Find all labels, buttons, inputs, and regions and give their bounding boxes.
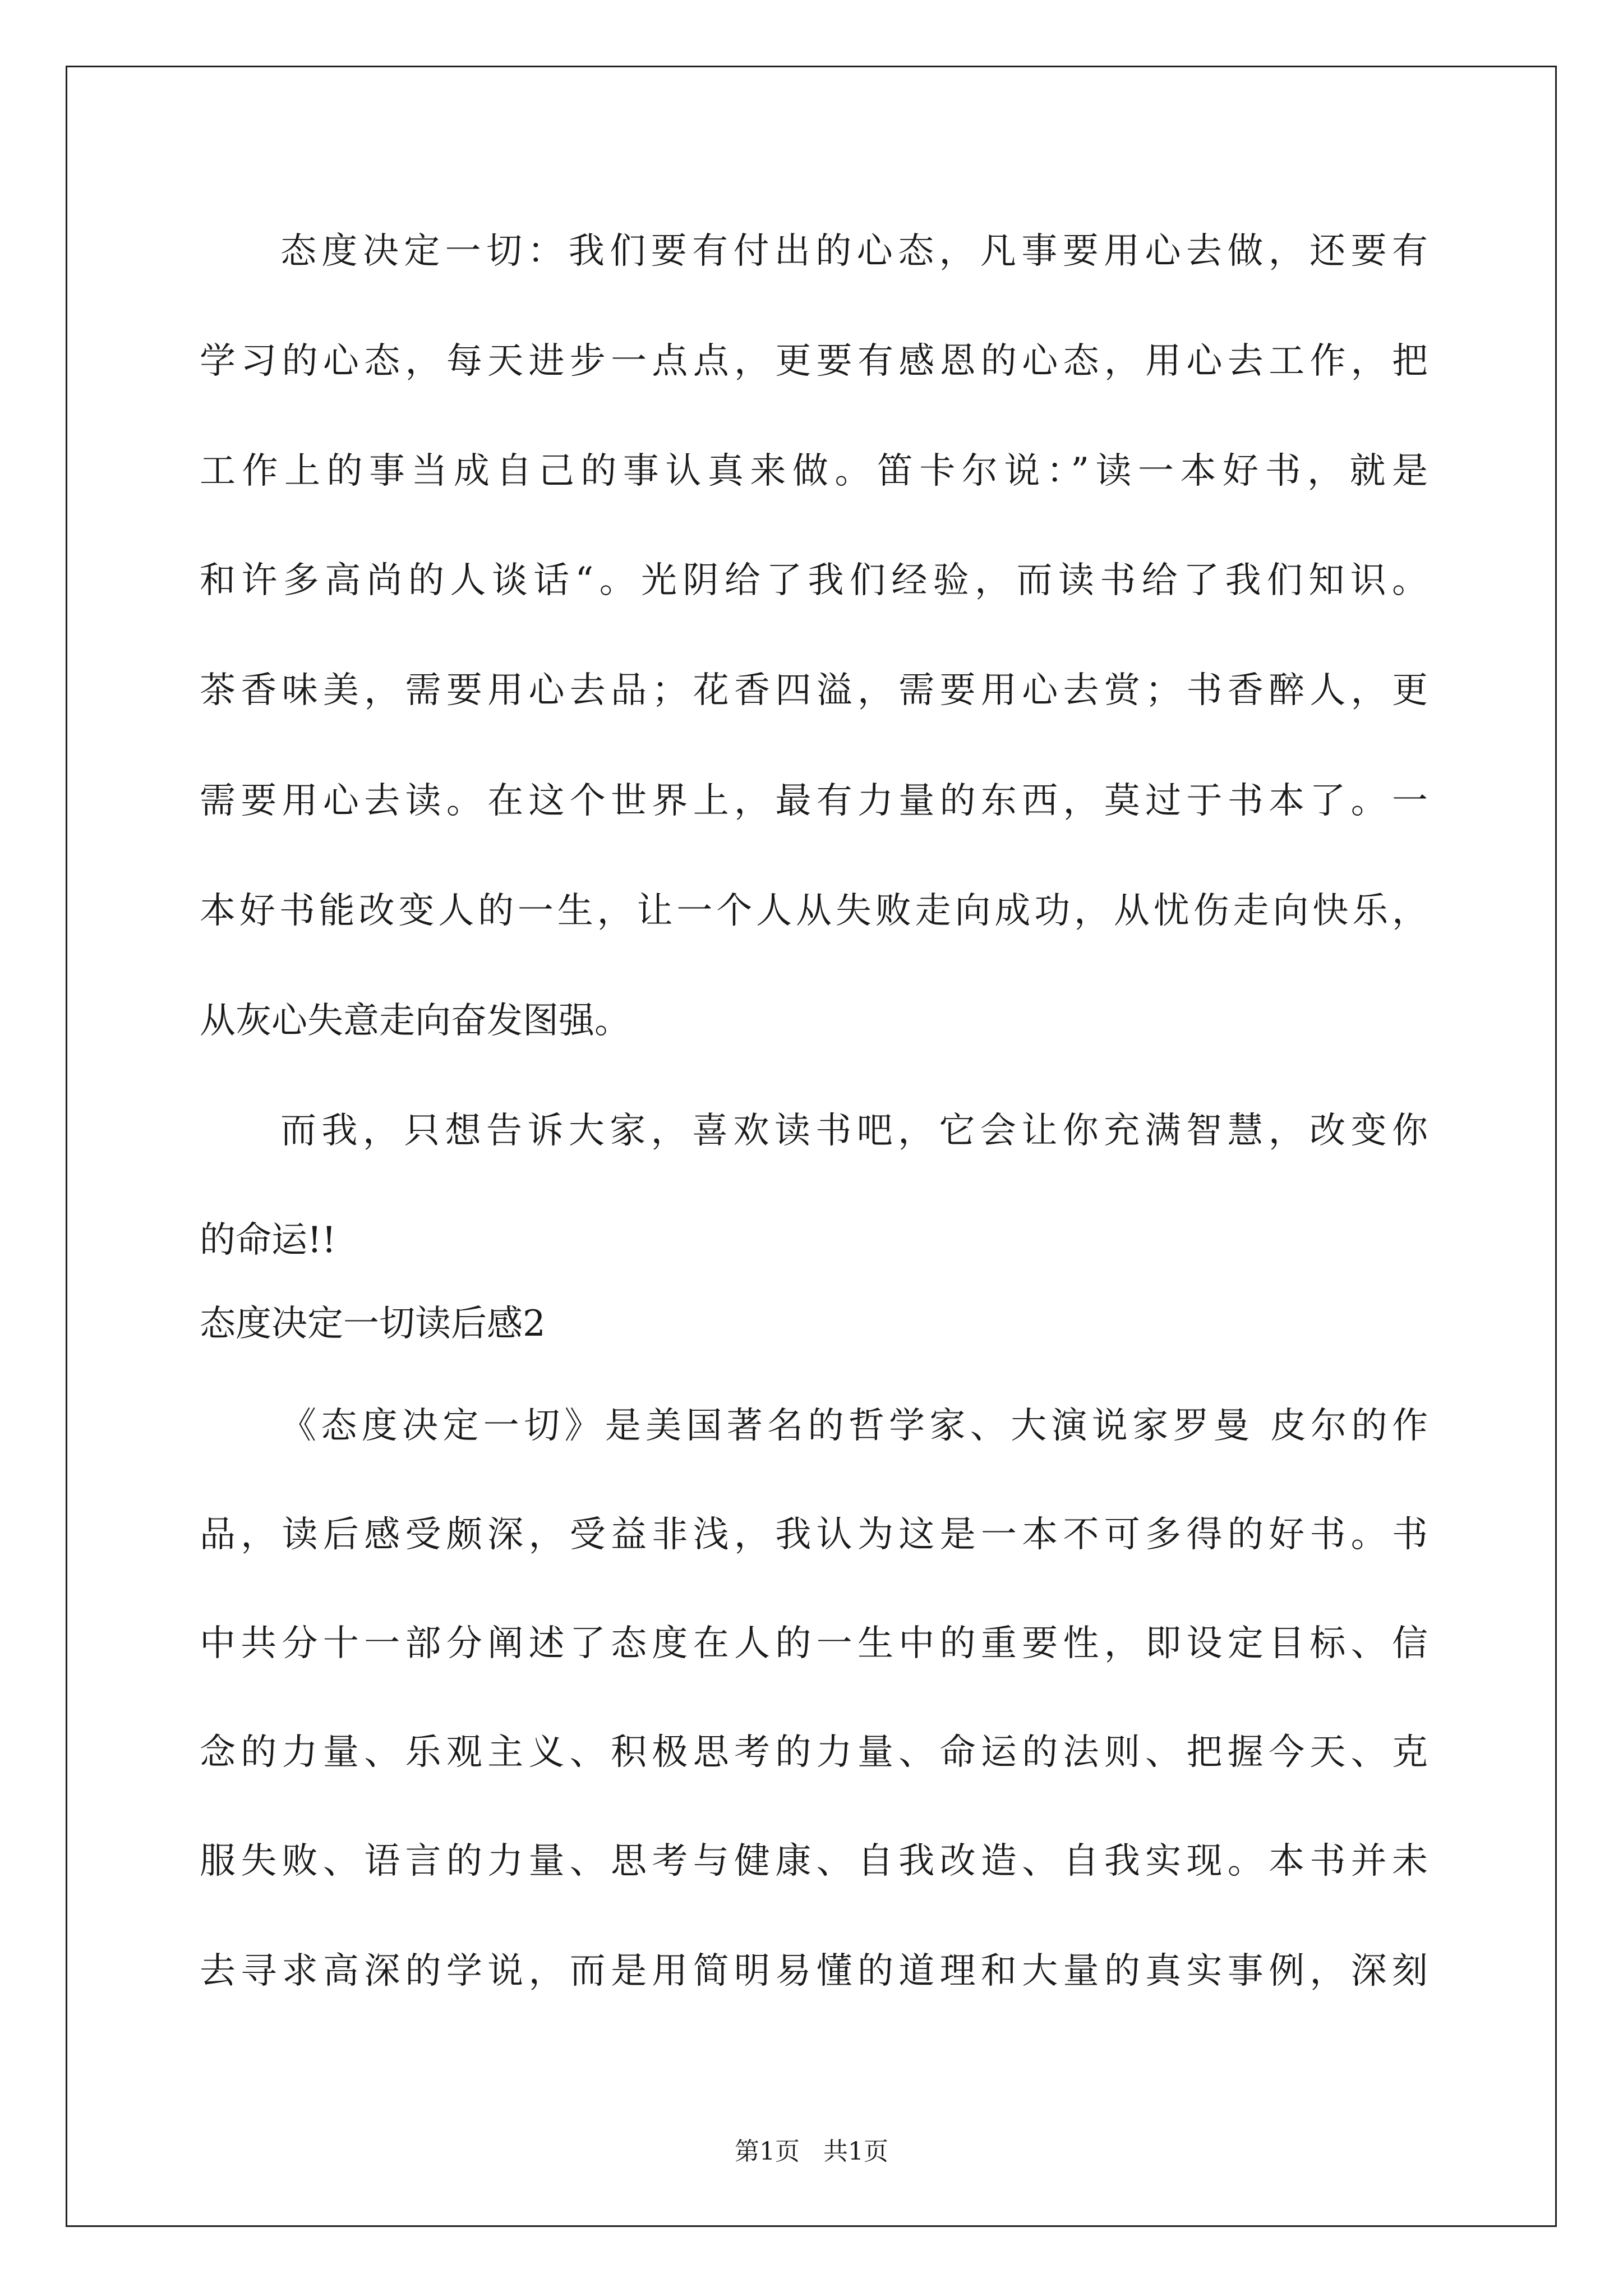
- paragraph-line: 的命运!!: [200, 1220, 336, 1261]
- paragraph-line: 《态度决定一切》是美国著名的哲学家、大演说家罗曼 皮尔的作: [280, 1405, 1428, 1447]
- paragraph-line: 态度决定一切：我们要有付出的心态，凡事要用心去做，还要有: [280, 231, 1428, 272]
- paragraph-line: 学习的心态，每天进步一点点，更要有感恩的心态，用心去工作，把: [200, 341, 1428, 382]
- paragraph-line: 和许多高尚的人谈话“。光阴给了我们经验，而读书给了我们知识。: [200, 560, 1428, 601]
- paragraph-line: 中共分十一部分阐述了态度在人的一生中的重要性，即设定目标、信: [200, 1623, 1428, 1664]
- paragraph-line: 而我，只想告诉大家，喜欢读书吧，它会让你充满智慧，改变你: [280, 1110, 1428, 1152]
- paragraph-line: 去寻求高深的学说，而是用简明易懂的道理和大量的真实事例，深刻: [200, 1950, 1428, 1992]
- paragraph-line: 工作上的事当成自己的事认真来做。笛卡尔说：”读一本好书，就是: [200, 450, 1428, 492]
- paragraph-line: 茶香味美，需要用心去品；花香四溢，需要用心去赏；书香醉人，更: [200, 670, 1428, 711]
- page-number: 第1页: [735, 2137, 800, 2166]
- paragraph-line: 从灰心失意走向奋发图强。: [200, 1000, 630, 1042]
- paragraph-line: 服失败、语言的力量、思考与健康、自我改造、自我实现。本书并未: [200, 1841, 1428, 1882]
- page-footer: [0, 2136, 1623, 2168]
- section-heading: 态度决定一切读后感2: [200, 1303, 546, 1345]
- paragraph-line: 品，读后感受颇深，受益非浅，我认为这是一本不可多得的好书。书: [200, 1514, 1428, 1556]
- paragraph-line: 本好书能改变人的一生，让一个人从失败走向成功，从忧伤走向快乐，: [200, 890, 1428, 932]
- paragraph-line: 念的力量、乐观主义、积极思考的力量、命运的法则、把握今天、克: [200, 1732, 1428, 1773]
- paragraph-line: 需要用心去读。在这个世界上，最有力量的东西，莫过于书本了。一: [200, 780, 1428, 822]
- page-total: 共1页: [823, 2137, 888, 2166]
